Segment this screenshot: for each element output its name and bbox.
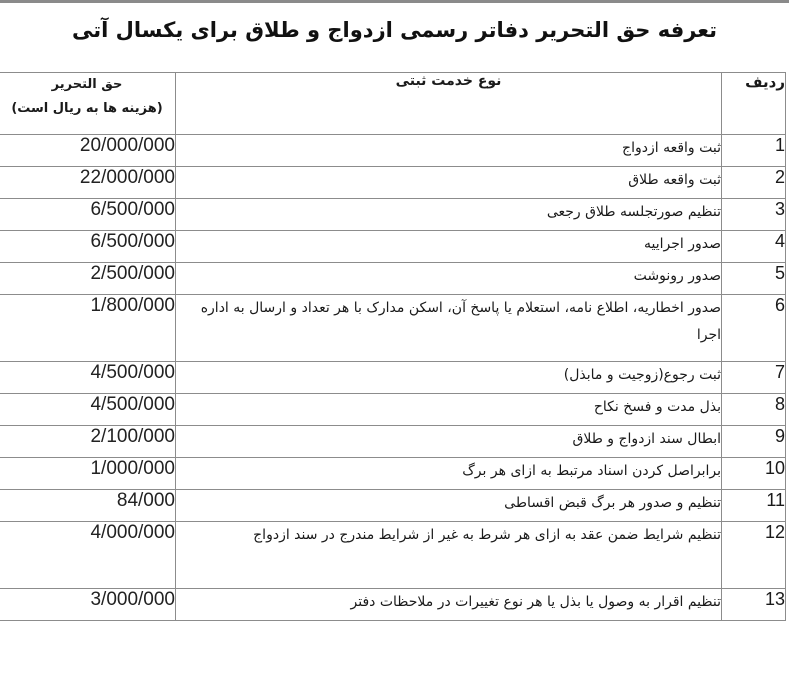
tariff-table [0, 72, 786, 621]
service-type-cell: تنظیم صورتجلسه طلاق رجعی [176, 199, 722, 231]
top-border-line [0, 0, 789, 3]
service-type-cell: ثبت واقعه طلاق [176, 167, 722, 199]
row-number: 12 [722, 522, 786, 589]
service-type-cell: تنظیم شرایط ضمن عقد به ازای هر شرط به غیر از شرایط مندرج در سند ازدواج [176, 522, 722, 589]
service-type-cell: تنظیم و صدور هر برگ قبض اقساطی [176, 490, 722, 522]
fee-cell: 84/000 [0, 490, 176, 522]
fee-cell: 1/000/000 [0, 458, 176, 490]
row-number: 10 [722, 458, 786, 490]
table-row [0, 167, 786, 199]
service-type-cell: ابطال سند ازدواج و طلاق [176, 426, 722, 458]
service-type-cell: ثبت واقعه ازدواج [176, 135, 722, 167]
row-number: 13 [722, 589, 786, 621]
row-number: 7 [722, 362, 786, 394]
service-type-cell: تنظیم اقرار به وصول یا بذل یا هر نوع تغییرات در ملاحظات دفتر [176, 589, 722, 621]
document-title: تعرفه حق التحریر دفاتر رسمی ازدواج و طلاق برای یکسال آتی [72, 18, 717, 42]
service-type-cell: صدور اجراییه [176, 231, 722, 263]
fee-cell: 4/500/000 [0, 362, 176, 394]
service-type-cell: ثبت رجوع(زوجیت و مابذل) [176, 362, 722, 394]
row-number: 5 [722, 263, 786, 295]
fee-cell: 22/000/000 [0, 167, 176, 199]
service-type-cell: صدور رونوشت [176, 263, 722, 295]
row-number: 8 [722, 394, 786, 426]
row-number: 4 [722, 231, 786, 263]
row-number: 9 [722, 426, 786, 458]
table-row [0, 458, 786, 490]
table-row [0, 522, 786, 589]
table-row [0, 490, 786, 522]
fee-cell: 6/500/000 [0, 199, 176, 231]
table-row [0, 362, 786, 394]
fee-cell: 2/500/000 [0, 263, 176, 295]
fee-cell: 2/100/000 [0, 426, 176, 458]
fee-cell: 1/800/000 [0, 295, 176, 362]
table-row [0, 263, 786, 295]
table-row [0, 589, 786, 621]
fee-cell: 20/000/000 [0, 135, 176, 167]
header-fee-unit-note: (هزینه ها به ریال است) [11, 101, 163, 116]
fee-cell: 4/000/000 [0, 522, 176, 589]
fee-cell: 6/500/000 [0, 231, 176, 263]
fee-cell: 4/500/000 [0, 394, 176, 426]
service-type-cell: برابراصل کردن اسناد مرتبط به ازای هر برگ [176, 458, 722, 490]
header-fee-title: حق التحریر [51, 77, 123, 92]
table-row [0, 295, 786, 362]
table-row [0, 231, 786, 263]
table-row [0, 135, 786, 167]
row-number: 2 [722, 167, 786, 199]
row-number: 1 [722, 135, 786, 167]
row-number: 11 [722, 490, 786, 522]
table-row [0, 394, 786, 426]
header-fee [0, 73, 176, 135]
header-row-number: ردیف [722, 73, 786, 135]
row-number: 3 [722, 199, 786, 231]
service-type-cell: صدور اخطاریه، اطلاع نامه، استعلام یا پاسخ آن، اسکن مدارک با هر تعداد و ارسال به اداره اجرا [176, 295, 722, 362]
header-service-type: نوع خدمت ثبتی [176, 73, 722, 135]
table-header-row [0, 73, 786, 135]
row-number: 6 [722, 295, 786, 362]
table-row [0, 426, 786, 458]
table-row [0, 199, 786, 231]
fee-cell: 3/000/000 [0, 589, 176, 621]
service-type-cell: بذل مدت و فسخ نکاح [176, 394, 722, 426]
